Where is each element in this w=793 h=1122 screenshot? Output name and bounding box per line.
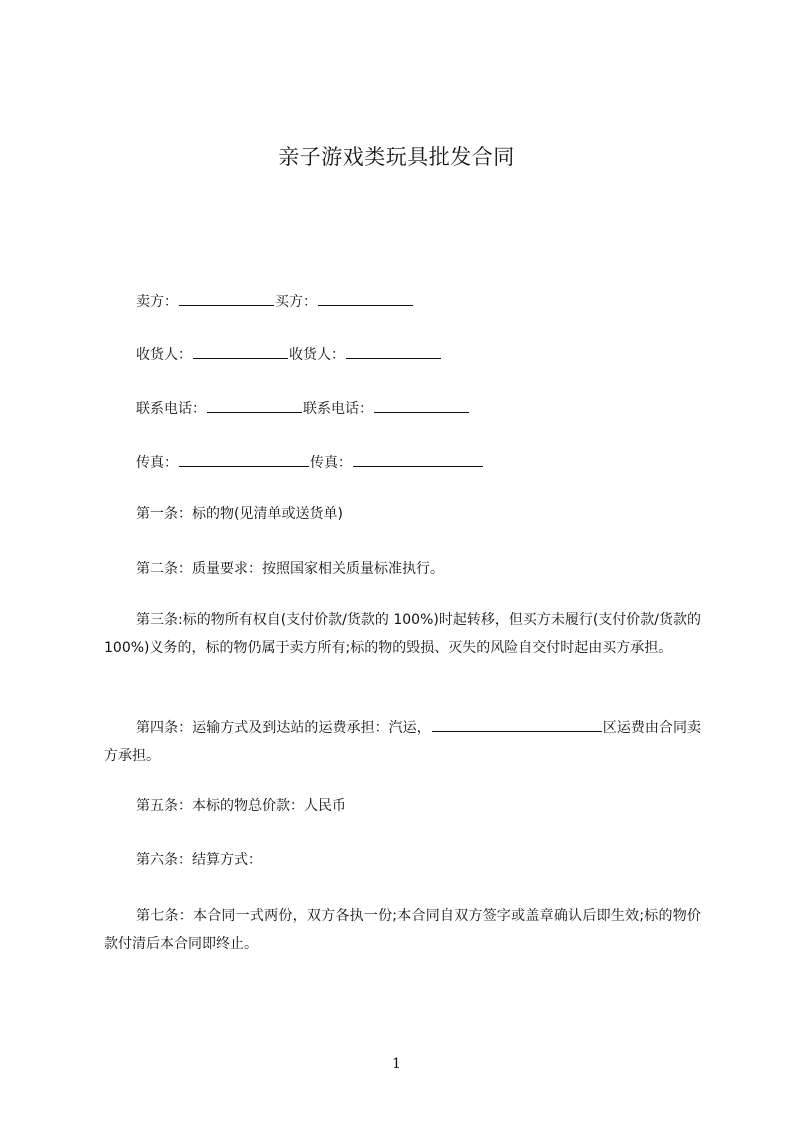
phone-label-1: 联系电话： <box>136 401 206 417</box>
buyer-blank <box>318 291 413 306</box>
phone-blank-1 <box>207 398 302 413</box>
article-4-text-after: 区运费由合同卖方承担。 <box>104 720 701 764</box>
seller-label: 卖方： <box>136 294 178 310</box>
article-7: 第七条：本合同一式两份，双方各执一份;本合同自双方签字或盖章确认后即生效;标的物价款付清后本合同即终止。 <box>104 908 701 952</box>
article-1: 第一条：标的物(见清单或送货单) <box>136 506 343 522</box>
consignee-label-2: 收货人： <box>289 347 345 363</box>
consignee-label-1: 收货人： <box>136 347 192 363</box>
fax-blank-2 <box>353 452 483 467</box>
phone-line <box>136 398 470 419</box>
phone-label-2: 联系电话： <box>303 401 373 417</box>
article-2: 第二条：质量要求：按照国家相关质量标准执行。 <box>136 561 444 577</box>
consignee-blank-2 <box>346 344 441 359</box>
document-title: 亲子游戏类玩具批发合同 <box>278 145 515 169</box>
fax-label-1: 传真： <box>136 455 178 471</box>
consignee-blank-1 <box>193 344 288 359</box>
fax-label-2: 传真： <box>310 455 352 471</box>
article-6: 第六条：结算方式： <box>136 852 262 868</box>
phone-blank-2 <box>374 398 469 413</box>
article-3: 第三条:标的物所有权自(支付价款/货款的 100%)时起转移，但买方未履行(支付价款/货款的 100%)义务的，标的物仍属于卖方所有;标的物的毁损、灭失的风险自交付时起由买方承担。 <box>104 612 702 656</box>
seller-buyer-line <box>136 291 414 312</box>
article-4-blank <box>432 717 602 732</box>
page-number: 1 <box>392 1056 401 1072</box>
article-4 <box>104 714 701 770</box>
seller-blank <box>179 291 274 306</box>
article-5: 第五条：本标的物总价款：人民币 <box>136 798 346 814</box>
buyer-label: 买方： <box>275 294 317 310</box>
article-4-text-before: 第四条：运输方式及到达站的运费承担：汽运， <box>136 720 431 736</box>
fax-blank-1 <box>179 452 309 467</box>
consignee-line <box>136 344 442 365</box>
fax-line <box>136 452 484 473</box>
